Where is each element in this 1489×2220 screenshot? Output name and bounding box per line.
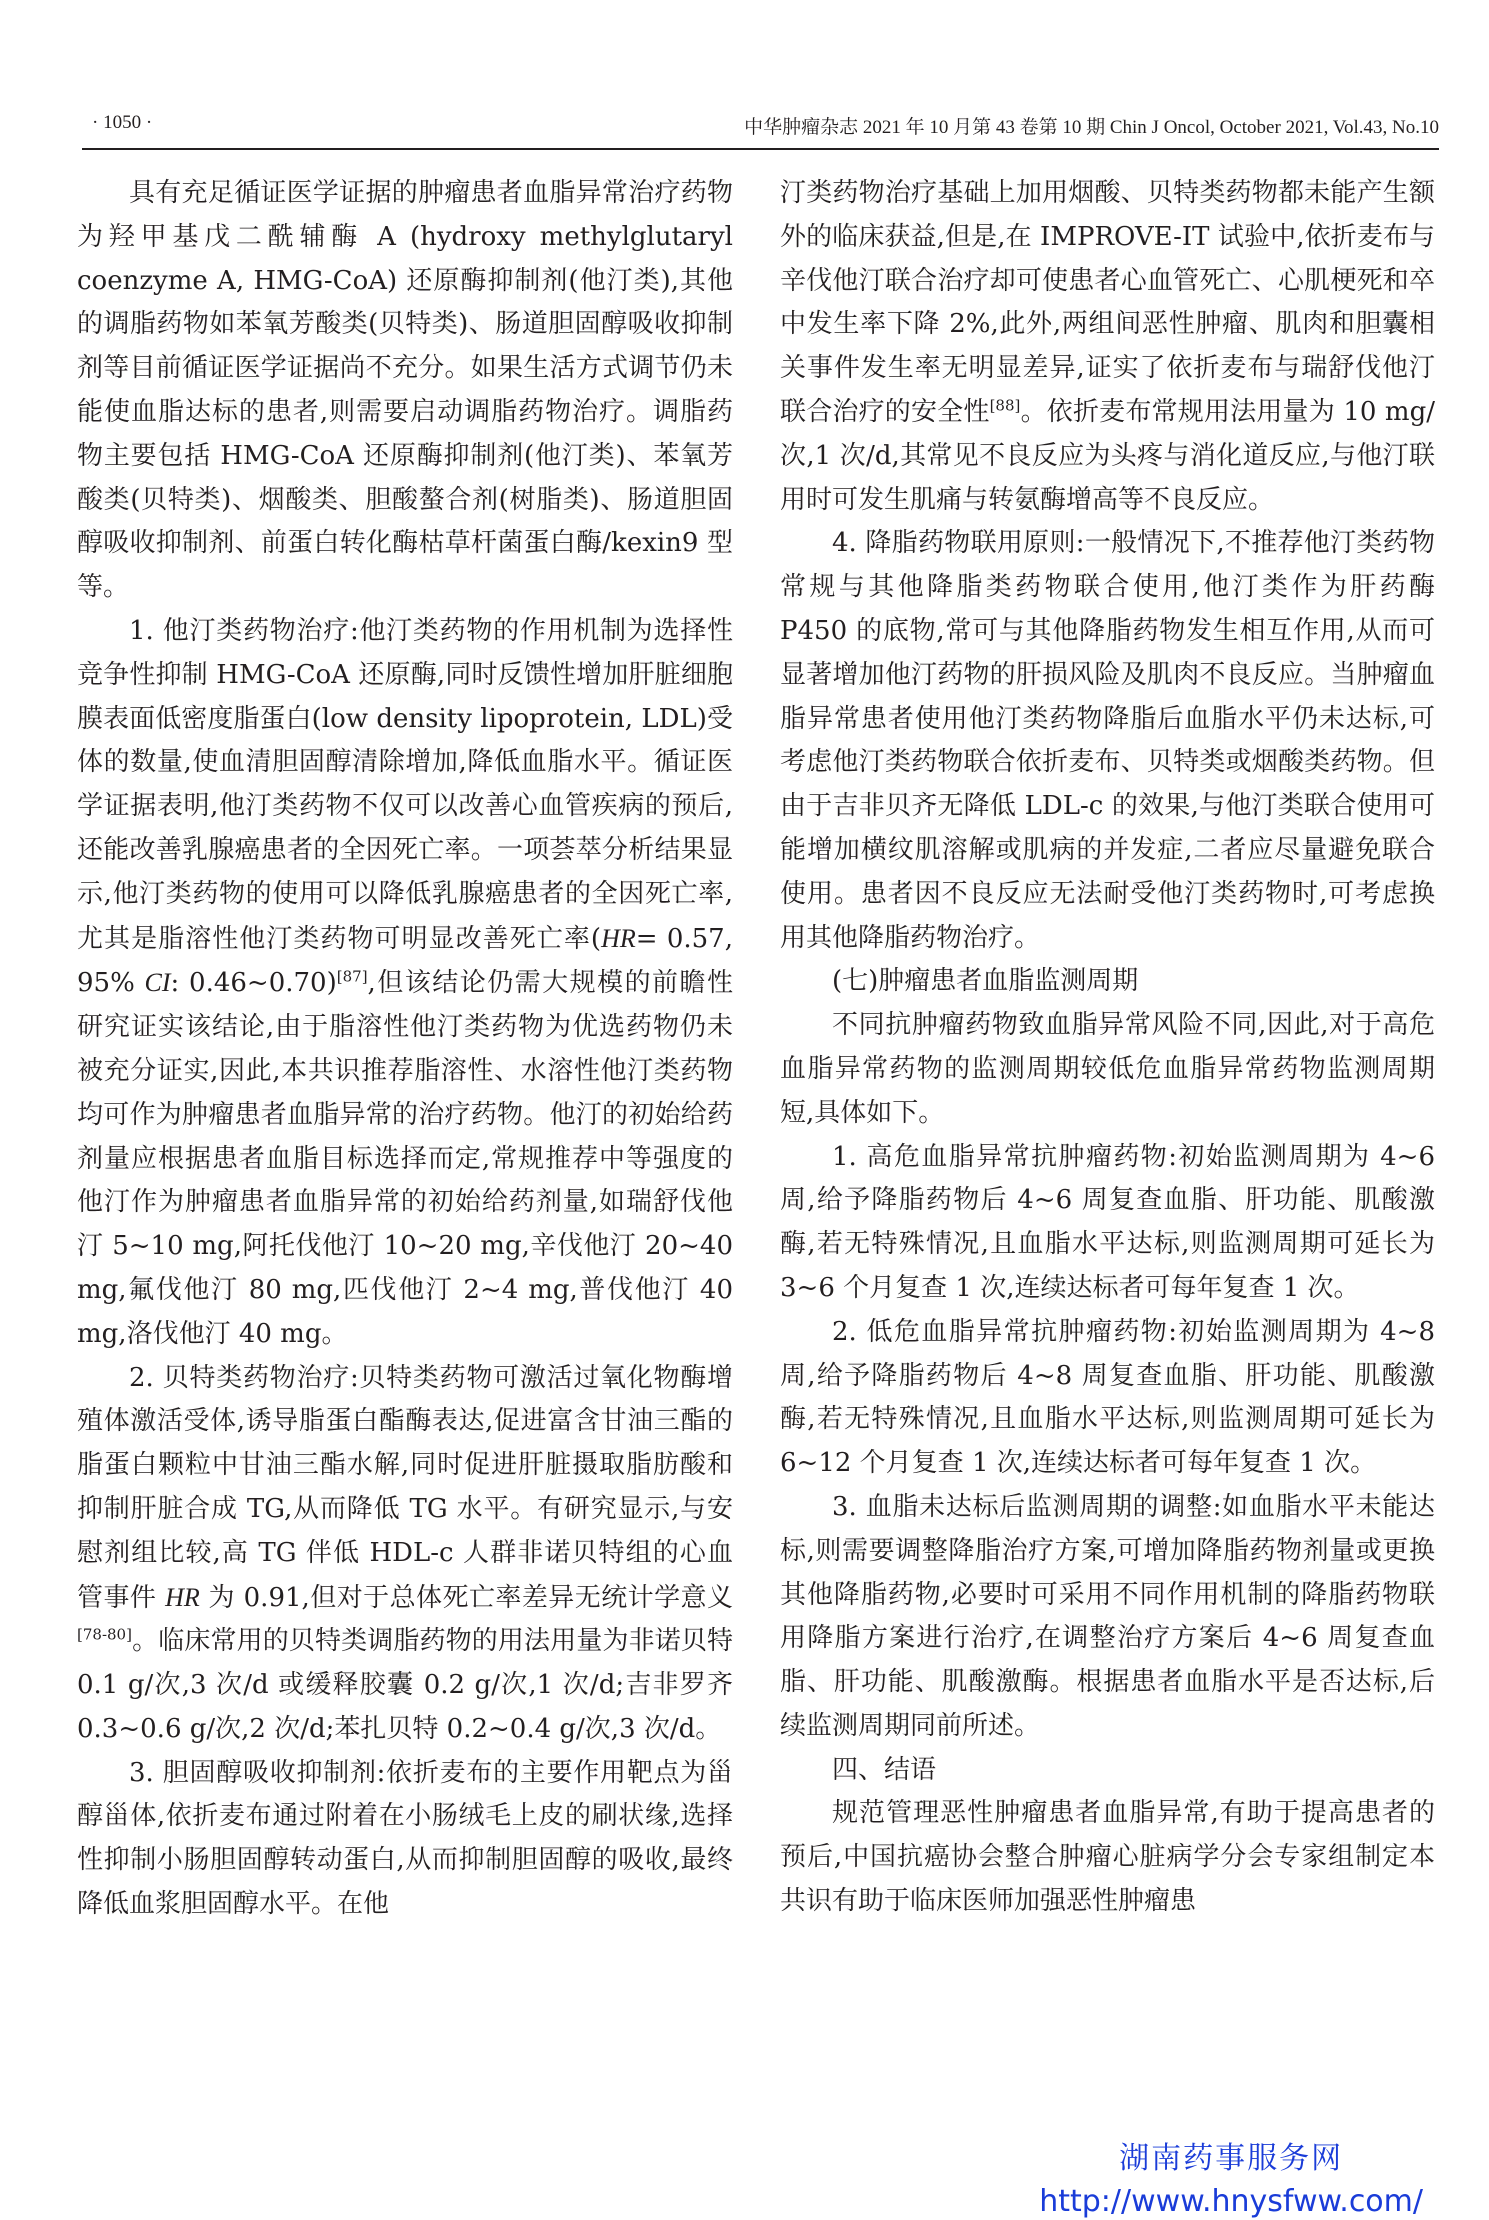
page-number: · 1050 ·: [92, 112, 153, 133]
running-header: [82, 112, 1439, 150]
right-column: [780, 172, 1435, 1924]
watermark-url: http://www.hnysfww.com/: [1039, 2184, 1423, 2219]
citation-ref: [78-80]: [77, 1625, 132, 1644]
paragraph-monitoring-intro: 不同抗肿瘤药物致血脂异常风险不同,因此,对于高危血脂异常药物的监测周期较低危血脂异常药物监测周期短,具体如下。: [780, 1010, 1435, 1128]
paragraph-conclusion: 规范管理恶性肿瘤患者血脂异常,有助于提高患者的预后,中国抗癌协会整合肿瘤心脏病学分会专家组制定本共识有助于临床医师加强恶性肿瘤患: [780, 1798, 1435, 1917]
paragraph-statin-therapy: 1. 他汀类药物治疗:他汀类药物的作用机制为选择性竞争性抑制 HMG-CoA 还原酶,同时反馈性增加肝脏细胞膜表面低密度脂蛋白(low density lipoprotein, LDL)受体的数量,使血清胆固醇清除增加,降低血脂水平。循证医学证据表明,他汀类药物不仅可以改善心血管疾病的预后,还能改善乳腺癌患者的全因死亡率。一项荟萃分析结果显示,他汀类药物的使用可以降低乳腺癌患者的全因死亡率,尤其是脂溶性他汀类药物可明显改善死亡率(HR= 0.57, 95% CI: 0.46~0.70)[87],但该结论仍需大规模的前瞻性研究证实该结论,由于脂溶性他汀类药物为优选药物仍未被充分证实,因此,本共识推荐脂溶性、水溶性他汀类药物均可作为肿瘤患者血脂异常的治疗药物。他汀的初始给药剂量应根据患者血脂目标选择而定,常规推荐中等强度的他汀作为肿瘤患者血脂异常的初始给药剂量,如瑞舒伐他汀 5~10 mg,阿托伐他汀 10~20 mg,辛伐他汀 20~40 mg,氟伐他汀 80 mg,匹伐他汀 2~4 mg,普伐他汀 40 mg,洛伐他汀 40 mg。: [77, 615, 734, 1349]
section-heading-monitoring: (七)肿瘤患者血脂监测周期: [832, 966, 1139, 997]
section-heading-conclusion: 四、结语: [832, 1754, 937, 1785]
paragraph-combination-principles: 4. 降脂药物联用原则:一般情况下,不推荐他汀类药物常规与其他降脂类药物联合使用,他汀类作为肝药酶 P450 的底物,常可与其他降脂药物发生相互作用,从而可显著增加他汀药物的肝损风险及肌肉不良反应。当肿瘤血脂异常患者使用他汀类药物降脂后血脂水平仍未达标,可考虑他汀类药物联合依折麦布、贝特类或烟酸类药物。但由于吉非贝齐无降低 LDL-c 的效果,与他汀类联合使用可能增加横纹肌溶解或肌病的并发症,二者应尽量避免联合使用。患者因不良反应无法耐受他汀类药物时,可考虑换用其他降脂药物治疗。: [780, 528, 1435, 953]
paragraph-ezetimibe-continued: 汀类药物治疗基础上加用烟酸、贝特类药物都未能产生额外的临床获益,但是,在 IMPROVE-IT 试验中,依折麦布与辛伐他汀联合治疗却可使患者心血管死亡、心肌梗死和卒中发生率下降 2%,此外,两组间恶性肿瘤、肌肉和胆囊相关事件发生率无明显差异,证实了依折麦布与瑞舒伐他汀联合治疗的安全性[88]。依折麦布常规用法用量为 10 mg/次,1 次/d,其常见不良反应为头疼与消化道反应,与他汀联用时可发生肌痛与转氨酶增高等不良反应。: [780, 178, 1435, 515]
paragraph-cholesterol-absorption-inhibitor: 3. 胆固醇吸收抑制剂:依折麦布的主要作用靶点为甾醇甾体,依折麦布通过附着在小肠绒毛上皮的刷状缘,选择性抑制小肠胆固醇转动蛋白,从而抑制胆固醇的吸收,最终降低血浆胆固醇水平。在他: [77, 1757, 733, 1920]
paragraph-low-risk-monitoring: 2. 低危血脂异常抗肿瘤药物:初始监测周期为 4~8 周,给予降脂药物后 4~8 周复查血脂、肝功能、肌酸激酶,若无特殊情况,且血脂水平达标,则监测周期可延长为 6~12 个月复查 1 次,连续达标者可每年复查 1 次。: [780, 1316, 1435, 1479]
paragraph-lipid-drugs-intro: 具有充足循证医学证据的肿瘤患者血脂异常治疗药物为羟甲基戊二酰辅酶 A (hydroxy methylglutaryl coenzyme A, HMG-CoA) 还原酶抑制剂(他汀类),其他的调脂药物如苯氧芳酸类(贝特类)、肠道胆固醇吸收抑制剂等目前循证医学证据尚不充分。如果生活方式调节仍未能使血脂达标的患者,则需要启动调脂药物治疗。调脂药物主要包括 HMG-CoA 还原酶抑制剂(他汀类)、苯氧芳酸类(贝特类)、烟酸类、胆酸螯合剂(树脂类)、肠道胆固醇吸收抑制剂、前蛋白转化酶枯草杆菌蛋白酶/kexin9 型等。: [77, 178, 733, 603]
journal-citation: 中华肿瘤杂志 2021 年 10 月第 43 卷第 10 期 Chin J Oncol, October 2021, Vol.43, No.10: [744, 117, 1439, 138]
paragraph-monitoring-adjustment: 3. 血脂未达标后监测周期的调整:如血脂水平未能达标,则需要调整降脂治疗方案,可增加降脂药物剂量或更换其他降脂药物,必要时可采用不同作用机制的降脂药物联用降脂方案进行治疗,在调整治疗方案后 4~6 周复查血脂、肝功能、肌酸激酶。根据患者血脂水平是否达标,后续监测周期同前所述。: [780, 1491, 1435, 1741]
citation-ref: [87]: [336, 967, 368, 986]
watermark-site-name: 湖南药事服务网: [1119, 2141, 1344, 2176]
website-watermark: [1039, 2140, 1423, 2220]
citation-ref: [88]: [989, 396, 1021, 415]
paragraph-high-risk-monitoring: 1. 高危血脂异常抗肿瘤药物:初始监测周期为 4~6 周,给予降脂药物后 4~6 周复查血脂、肝功能、肌酸激酶,若无特殊情况,且血脂水平达标,则监测周期可延长为 3~6 个月复查 1 次,连续达标者可每年复查 1 次。: [780, 1141, 1435, 1303]
left-column: [77, 172, 733, 1927]
paragraph-fibrate-therapy: 2. 贝特类药物治疗:贝特类药物可激活过氧化物酶增殖体激活受体,诱导脂蛋白酯酶表达,促进富含甘油三酯的脂蛋白颗粒中甘油三酯水解,同时促进肝脏摄取脂肪酸和抑制肝脏合成 TG,从而降低 TG 水平。有研究显示,与安慰剂组比较,高 TG 伴低 HDL-c 人群非诺贝特组的心血管事件 HR 为 0.91,但对于总体死亡率差异无统计学意义[78-80]。临床常用的贝特类调脂药物的用法用量为非诺贝特 0.1 g/次,3 次/d 或缓释胶囊 0.2 g/次,1 次/d;吉非罗齐 0.3~0.6 g/次,2 次/d;苯扎贝特 0.2~0.4 g/次,3 次/d。: [77, 1362, 734, 1744]
